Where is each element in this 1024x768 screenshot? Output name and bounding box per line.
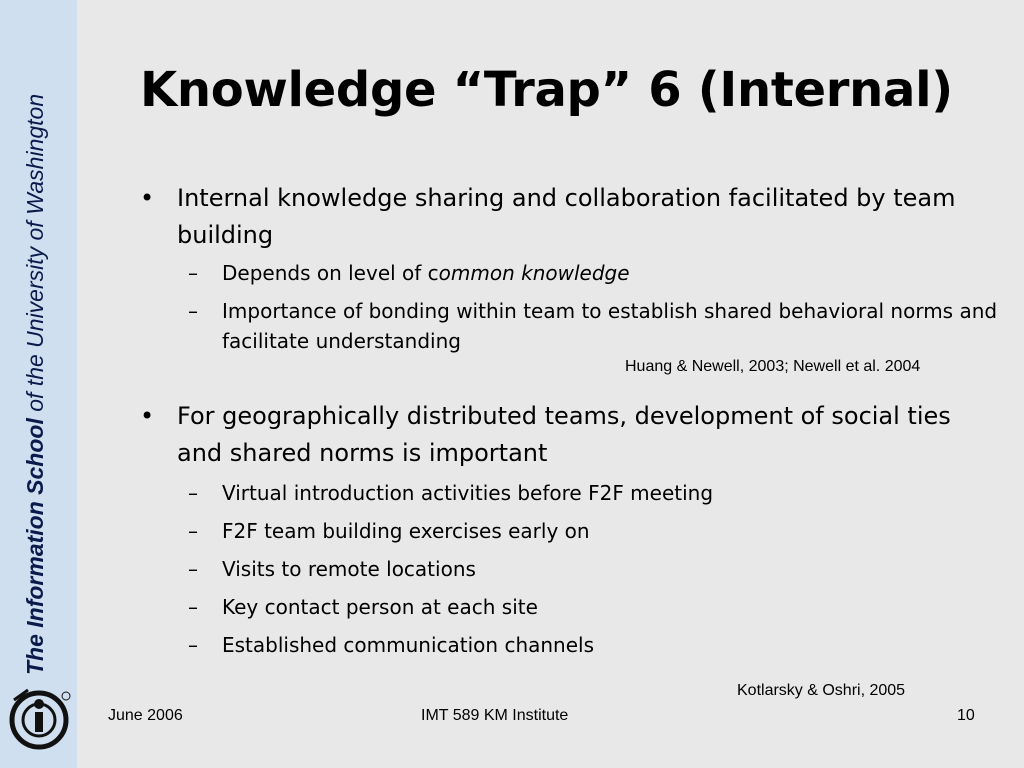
citation-2: Kotlarsky & Oshri, 2005 (737, 682, 906, 699)
bullet-1-sub-1-prefix: Depends on level of c (222, 261, 439, 285)
bullet-2 (140, 398, 1000, 472)
bullet-2-sub-5 (140, 630, 1000, 660)
dash-symbol: – (188, 481, 198, 505)
dash-symbol: – (188, 299, 198, 323)
slide-content (140, 180, 1000, 660)
footer-page-number: 10 (957, 707, 975, 724)
bullet-2-sub-2 (140, 516, 1000, 546)
sidebar-school-name (22, 94, 49, 675)
sidebar-school-rest: of the University of Washington (22, 93, 48, 419)
dash-symbol: – (188, 261, 198, 285)
bullet-2-sub-text: Virtual introduction activities before F2F meeting (222, 481, 714, 505)
bullet-2-text: For geographically distributed teams, development of social ties and shared norms is important (177, 402, 951, 467)
citation-1: Huang & Newell, 2003; Newell et al. 2004 (625, 358, 921, 375)
footer-center: IMT 589 KM Institute (421, 707, 569, 724)
bullet-1-sub-1 (140, 258, 1000, 288)
sidebar (0, 0, 77, 768)
bullet-1-sub-1-italic: ommon knowledge (438, 261, 630, 285)
bullet-2-sub-text: Visits to remote locations (222, 557, 476, 581)
sidebar-school-bold: The Information School (22, 418, 48, 675)
uw-ischool-logo-icon (6, 682, 76, 752)
bullet-1-sub-2 (140, 296, 1000, 356)
bullet-1-symbol: • (140, 184, 155, 212)
bullet-1-sub-2-text: Importance of bonding within team to establish shared behavioral norms and facilitate understanding (222, 299, 998, 353)
bullet-2-sub-text: F2F team building exercises early on (222, 519, 590, 543)
bullet-2-sub-4 (140, 592, 1000, 622)
footer-date: June 2006 (108, 707, 183, 724)
dash-symbol: – (188, 633, 198, 657)
bullet-1 (140, 180, 1000, 254)
bullet-2-symbol: • (140, 402, 155, 430)
dash-symbol: – (188, 519, 198, 543)
dash-symbol: – (188, 557, 198, 581)
slide-title: Knowledge “Trap” 6 (Internal) (140, 62, 953, 118)
bullet-2-sub-text: Established communication channels (222, 633, 595, 657)
bullet-2-sub-text: Key contact person at each site (222, 595, 538, 619)
bullet-2-sub-3 (140, 554, 1000, 584)
bullet-2-sub-1 (140, 478, 1000, 508)
bullet-1-text: Internal knowledge sharing and collaboration facilitated by team building (177, 184, 956, 249)
dash-symbol: – (188, 595, 198, 619)
